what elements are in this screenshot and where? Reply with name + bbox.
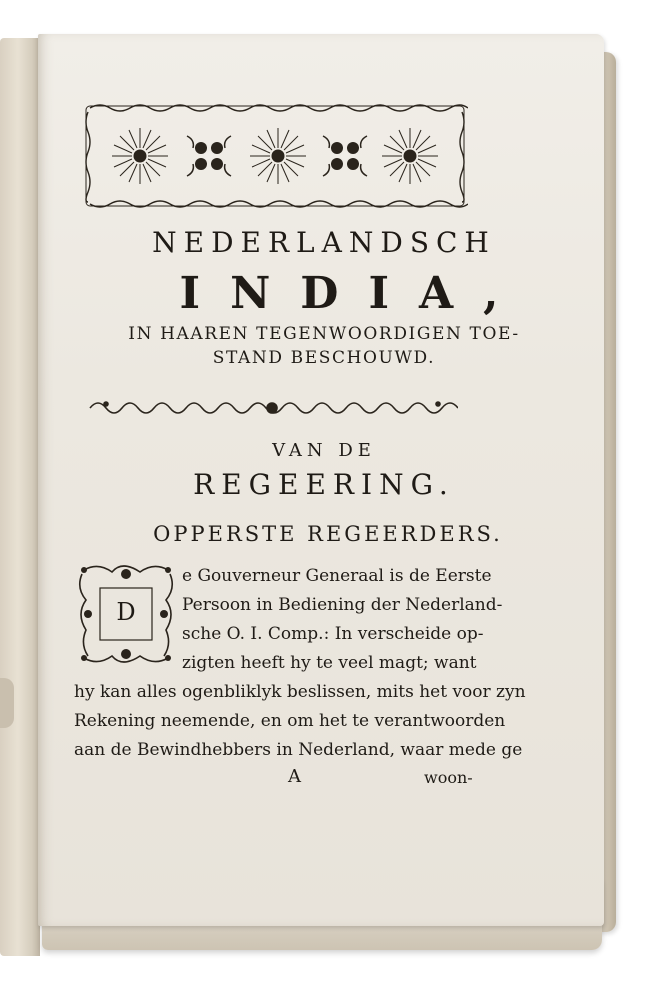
divider-ornament <box>86 396 458 420</box>
body-line: e Gouverneur Generaal is de Eerste <box>182 566 492 586</box>
dropcap-ornament <box>74 560 178 668</box>
dropcap-letter: D <box>116 598 136 626</box>
headpiece-ornament <box>82 100 468 212</box>
title-line-2: INDIA, <box>179 268 529 319</box>
body-line: aan de Bewindhebbers in Nederland, waar mede ge <box>74 740 523 760</box>
body-line: zigten heeft hy te veel magt; want <box>182 653 477 673</box>
body-line: Rekening neemende, en om het te verantwoorden <box>74 711 506 731</box>
subtitle <box>0 322 648 370</box>
subtitle-line-2: STAND BESCHOUWD. <box>212 348 436 368</box>
section-van-de: VAN DE <box>272 440 376 461</box>
torn-edge <box>0 678 14 728</box>
subtitle-line-1: IN HAAREN TEGENWOORDIGEN TOE- <box>128 324 520 344</box>
body-line: hy kan alles ogenbliklyk beslissen, mits het voor zyn <box>74 682 526 702</box>
body-line: Persoon in Bediening der Nederland- <box>182 595 503 615</box>
body-line: sche O. I. Comp.: In verscheide op- <box>182 624 484 644</box>
section-regeering: REGEERING. <box>193 468 455 501</box>
section-heading: OPPERSTE REGEERDERS. <box>153 522 503 546</box>
signature-mark: A <box>288 766 301 787</box>
title-line-1: NEDERLANDSCH <box>152 226 496 259</box>
catchword: woon- <box>424 768 473 787</box>
